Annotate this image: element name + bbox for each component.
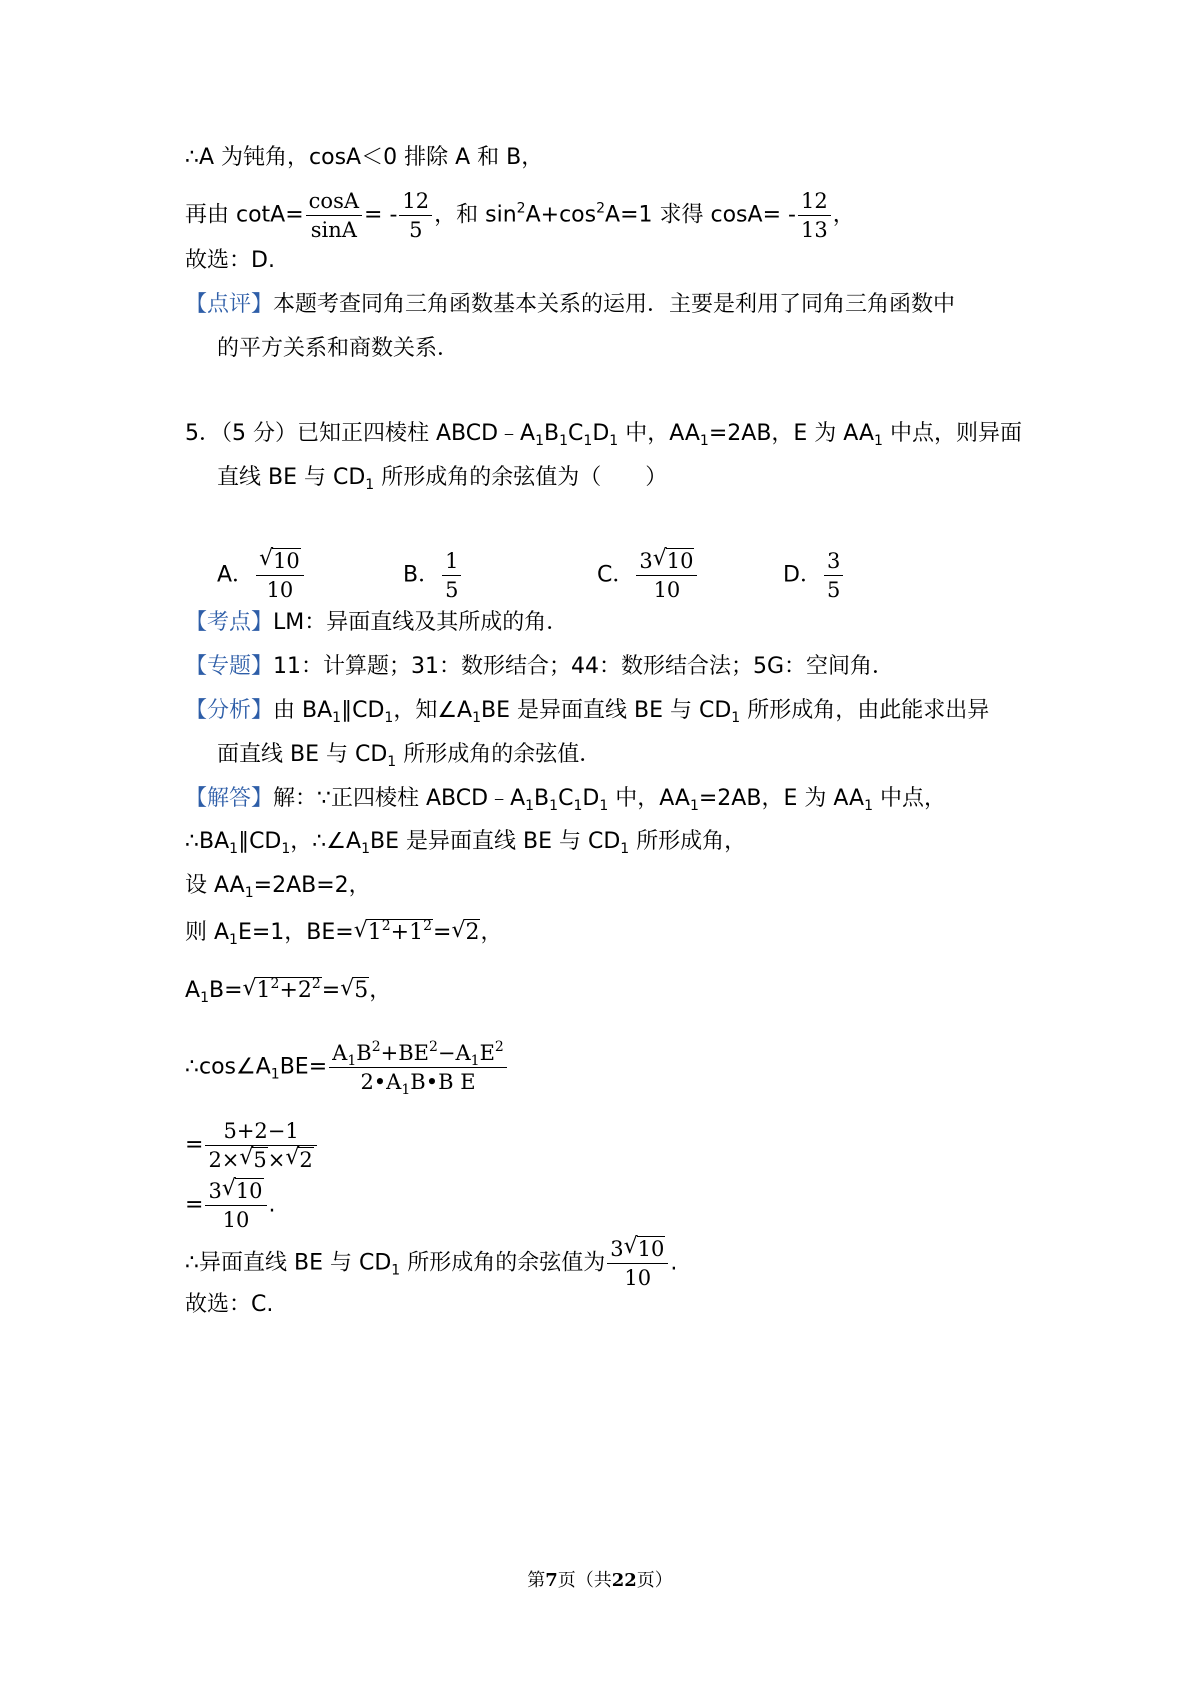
final-choice: 故选：C. <box>185 1292 274 1317</box>
page-total: 22 <box>611 1570 637 1591</box>
cosine-formula-fraction: $\frac{A_1B^2+BE^2-A_1E^2}{2•A_1B•B E}$ <box>329 1040 507 1095</box>
question-5-line1: 5．（5 分）已知正四棱柱 $ABCD﹣A_1B_1C_1D_1$ 中，$AA_1=2AB$，E 为 $AA_1$ 中点，则异面 <box>185 421 1022 449</box>
fenxi-line1: 【分析】由 $BA_1\parallel CD_1$，知$\angle A_1BE$ 是异面直线 BE 与 $CD_1$ 所形成角，由此能求出异 <box>185 698 990 726</box>
jieda-line2: $\therefore BA_1\parallel CD_1$，$\therefore\angle A_1BE$ 是异面直线 BE 与 $CD_1$ 所形成角， <box>185 829 747 857</box>
cosine-substitution-line: = $\frac{5+2-1}{2\times√ 5\times√ 2}$ <box>185 1118 319 1173</box>
option-b[interactable]: B． $\frac{1}{5}$ <box>403 548 463 603</box>
result-fraction: $\frac{3√ 10}{10}$ <box>205 1178 266 1233</box>
fenxi-tag: 【分析】 <box>185 698 274 723</box>
zhuanti-tag: 【专题】 <box>185 654 274 679</box>
option-a[interactable]: A． √ $\frac{10}{10}$ <box>217 548 306 603</box>
cosine-result-line: = $\frac{3√ 10}{10}$ . <box>185 1178 276 1233</box>
kaodian-line: 【考点】LM：异面直线及其所成的角． <box>185 610 569 635</box>
jieda-tag: 【解答】 <box>185 786 274 811</box>
fraction-12-5: $\frac{12}{5}$ <box>399 188 432 243</box>
comment-tag: 【点评】 <box>185 292 274 317</box>
jieda-a1e-line: 则 $A_1E=1$，BE=√ $1^2+1^2=√$ 2， <box>185 918 502 948</box>
option-d[interactable]: D． $\frac{3}{5}$ <box>783 548 845 603</box>
prev-comment-line2: 的平方关系和商数关系． <box>217 336 460 361</box>
jieda-a1b-line: $A_1B=√$ $1^2+2^2=√$ 5， <box>185 976 391 1006</box>
page-footer: 第7页（共22页） <box>527 1570 673 1591</box>
cosine-formula-line: $\therefore\cos\angle A_1BE=$ $\frac{A_1B^2+BE^2-A_1E^2}{2•A_1B•B E}$ <box>185 1040 509 1095</box>
prev-choice: 故选：D. <box>185 248 275 273</box>
page-number: 7 <box>545 1570 558 1591</box>
option-c[interactable]: C． $\frac{3√ 10}{10}$ <box>597 548 699 603</box>
prev-comment-line1: 【点评】本题考查同角三角函数基本关系的运用．主要是利用了同角三角函数中 <box>185 292 956 317</box>
fenxi-line2: 面直线 BE 与 $CD_1$ 所形成角的余弦值． <box>217 742 602 770</box>
prev-solution-line2: 再由 cotA= $\frac{\cos A}{\sin A}$ = - $\frac{12}{5}$ ，和 $\sin^2A+\cos^2A=1$ 求得 cosA= - $\frac{12}{13}$ ， <box>185 189 855 242</box>
jieda-line1: 【解答】解：∵正四棱柱 $ABCD﹣A_1B_1C_1D_1$ 中，$AA_1=2AB$，E 为 $AA_1$ 中点， <box>185 786 946 814</box>
substitution-fraction: $\frac{5+2-1}{2\times√ 5\times√ 2}$ <box>205 1118 316 1173</box>
kaodian-tag: 【考点】 <box>185 610 274 635</box>
fraction-cos-over-sin: $\frac{\cos A}{\sin A}$ <box>306 188 362 243</box>
question-5-line2: 直线 BE 与 $CD_1$ 所形成角的余弦值为（ ） <box>217 465 668 493</box>
jieda-set-line: 设 $AA_1=2AB=2$， <box>185 873 371 901</box>
prev-solution-line1: ∴A 为钝角，cosA＜0 排除 A 和 B， <box>185 145 544 170</box>
fraction-12-13: $\frac{12}{13}$ <box>798 188 831 243</box>
conclusion-line: ∴异面直线 BE 与 $CD_1$ 所形成角的余弦值为 $\frac{3√ 10}{10}$ . <box>185 1236 677 1291</box>
zhuanti-line: 【专题】11：计算题；31：数形结合；44：数形结合法；5G：空间角． <box>185 654 895 679</box>
